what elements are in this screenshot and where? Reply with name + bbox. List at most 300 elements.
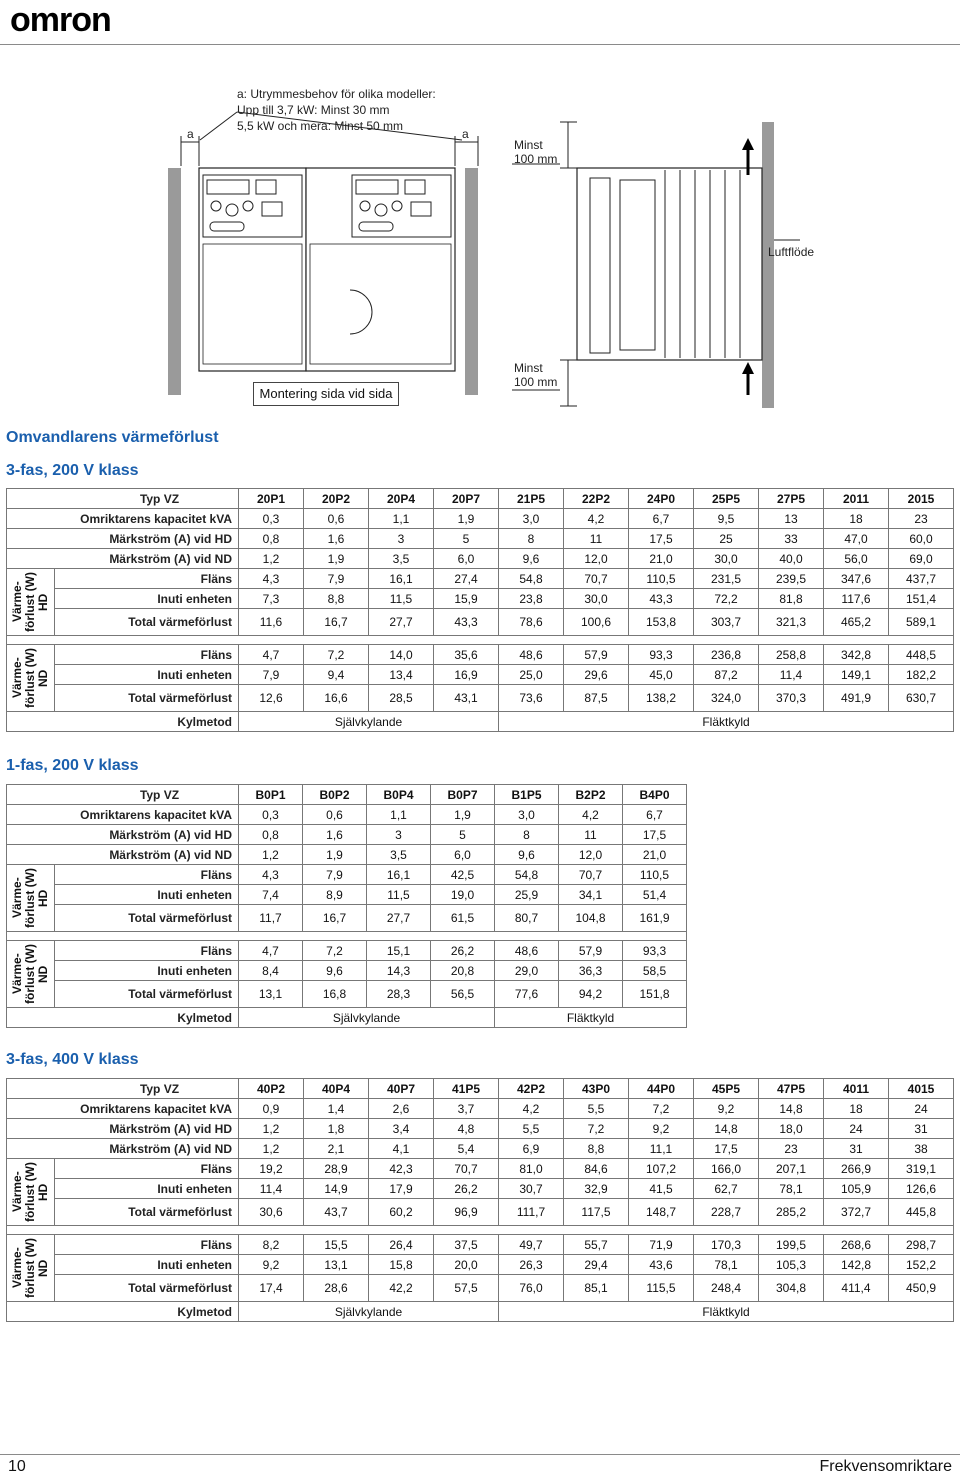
table-cell: 26,2 — [431, 941, 495, 961]
row-label: Märkström (A) vid ND — [7, 845, 239, 865]
table-header-row — [7, 785, 687, 805]
table-cell: 182,2 — [889, 665, 954, 685]
table-cell: 0,8 — [239, 825, 303, 845]
table-cell: 17,4 — [239, 1275, 304, 1302]
table-cell: 15,1 — [367, 941, 431, 961]
cooling-self: Självkylande — [239, 712, 499, 732]
table-cell: 28,5 — [369, 685, 434, 712]
vertical-label-line: förlust (W) — [23, 572, 37, 632]
cooling-self: Självkylande — [239, 1008, 495, 1028]
table-cell: 231,5 — [694, 569, 759, 589]
table-cell: 33 — [759, 529, 824, 549]
table-cell: 30,0 — [694, 549, 759, 569]
table-row — [7, 549, 954, 569]
table-cell: 445,8 — [889, 1199, 954, 1226]
table-cell: 96,9 — [434, 1199, 499, 1226]
row-label: Fläns — [55, 865, 239, 885]
table-cell: 1,6 — [303, 825, 367, 845]
table-cell: 7,9 — [303, 865, 367, 885]
table-cell: 7,2 — [304, 645, 369, 665]
table-cell: 1,2 — [239, 1119, 304, 1139]
table-cell: 14,0 — [369, 645, 434, 665]
hd-row — [7, 885, 687, 905]
row-label: Inuti enheten — [55, 665, 239, 685]
table-cell: 450,9 — [889, 1275, 954, 1302]
table-cell: 27,7 — [367, 905, 431, 932]
table-cell: 104,8 — [559, 905, 623, 932]
spacer-row — [7, 636, 954, 645]
table-cell: 93,3 — [629, 645, 694, 665]
table-cell: 19,2 — [239, 1159, 304, 1179]
table-cell: 465,2 — [824, 609, 889, 636]
table-cell: 17,9 — [369, 1179, 434, 1199]
model-header: 20P1 — [239, 489, 304, 509]
table-cell: 236,8 — [694, 645, 759, 665]
table-cell: 11,4 — [759, 665, 824, 685]
table-cell: 285,2 — [759, 1199, 824, 1226]
model-header: 2011 — [824, 489, 889, 509]
dimension-a-label: a — [462, 127, 469, 141]
table-cell: 94,2 — [559, 981, 623, 1008]
table-cell: 117,5 — [564, 1199, 629, 1226]
table-cell: 0,3 — [239, 805, 303, 825]
row-label: Märkström (A) vid HD — [7, 1119, 239, 1139]
row-label: Fläns — [55, 645, 239, 665]
table-cell: 2,1 — [304, 1139, 369, 1159]
table-cell: 13,1 — [239, 981, 303, 1008]
table-cell: 266,9 — [824, 1159, 889, 1179]
table-cell: 23 — [759, 1139, 824, 1159]
table-cell: 42,5 — [431, 865, 495, 885]
hd-row — [7, 1199, 954, 1226]
table-cell: 8 — [499, 529, 564, 549]
table-cell: 8,4 — [239, 961, 303, 981]
table-cell: 7,9 — [304, 569, 369, 589]
logo-text: omron — [10, 1, 111, 39]
table-cell: 81,0 — [499, 1159, 564, 1179]
table-cell: 11,6 — [239, 609, 304, 636]
table-cell: 5 — [431, 825, 495, 845]
table-cell: 14,8 — [759, 1099, 824, 1119]
nd-row — [7, 1255, 954, 1275]
table-cell: 372,7 — [824, 1199, 889, 1226]
table-cell: 248,4 — [694, 1275, 759, 1302]
table-cell: 6,7 — [629, 509, 694, 529]
model-header: 2015 — [889, 489, 954, 509]
table-cell: 9,6 — [495, 845, 559, 865]
table-cell: 60,0 — [889, 529, 954, 549]
table-cell: 298,7 — [889, 1235, 954, 1255]
table-cell: 16,7 — [303, 905, 367, 932]
nd-row — [7, 685, 954, 712]
model-header: 45P5 — [694, 1079, 759, 1099]
model-header: 42P2 — [499, 1079, 564, 1099]
row-label: Total värmeförlust — [55, 905, 239, 932]
row-label: Märkström (A) vid ND — [7, 1139, 239, 1159]
table-cell: 48,6 — [495, 941, 559, 961]
table-cell: 25,9 — [495, 885, 559, 905]
table-cell: 14,8 — [694, 1119, 759, 1139]
model-header: 41P5 — [434, 1079, 499, 1099]
row-label: Omriktarens kapacitet kVA — [7, 509, 239, 529]
table-cell: 40,0 — [759, 549, 824, 569]
table-cell: 48,6 — [499, 645, 564, 665]
table-cell: 4,8 — [434, 1119, 499, 1139]
omron-logo — [8, 0, 178, 40]
table-cell: 258,8 — [759, 645, 824, 665]
table-cell: 43,1 — [434, 685, 499, 712]
table-cell: 31 — [889, 1119, 954, 1139]
table-cell: 43,7 — [304, 1199, 369, 1226]
model-header: 27P5 — [759, 489, 824, 509]
cooling-row — [7, 1008, 687, 1028]
spacer-row — [7, 1226, 954, 1235]
table-cell: 13 — [759, 509, 824, 529]
table-cell: 100,6 — [564, 609, 629, 636]
table-cell: 17,5 — [629, 529, 694, 549]
hd-row — [7, 1179, 954, 1199]
hd-side-label — [7, 865, 55, 932]
table-cell: 0,8 — [239, 529, 304, 549]
table-cell: 30,6 — [239, 1199, 304, 1226]
table-cell: 110,5 — [623, 865, 687, 885]
table-cell: 21,0 — [629, 549, 694, 569]
table-cell: 57,9 — [559, 941, 623, 961]
vertical-label — [11, 1238, 50, 1298]
table-cell: 7,9 — [239, 665, 304, 685]
type-label: Typ VZ — [7, 489, 239, 509]
vertical-label-line: HD — [36, 889, 50, 907]
table-cell: 0,3 — [239, 509, 304, 529]
vertical-label-line: Värme- — [10, 1171, 24, 1213]
model-header: 43P0 — [564, 1079, 629, 1099]
table-cell: 78,6 — [499, 609, 564, 636]
cooling-self: Självkylande — [239, 1302, 499, 1322]
table-cell: 32,9 — [564, 1179, 629, 1199]
vertical-label-line: förlust (W) — [23, 944, 37, 1004]
table-cell: 4,3 — [239, 569, 304, 589]
row-label: Inuti enheten — [55, 885, 239, 905]
table-cell: 42,2 — [369, 1275, 434, 1302]
table-row — [7, 1099, 954, 1119]
spacer-row — [7, 932, 687, 941]
table-cell: 151,4 — [889, 589, 954, 609]
table-cell: 20,0 — [434, 1255, 499, 1275]
table-cell: 239,5 — [759, 569, 824, 589]
clearance-note — [237, 86, 436, 134]
table-cell: 36,3 — [559, 961, 623, 981]
cooling-row — [7, 712, 954, 732]
table-cell: 43,3 — [629, 589, 694, 609]
table-cell: 4,2 — [564, 509, 629, 529]
table-cell: 4,2 — [559, 805, 623, 825]
min-bottom-label — [514, 361, 557, 389]
table-cell: 1,9 — [431, 805, 495, 825]
row-label: Total värmeförlust — [55, 609, 239, 636]
row-label: Total värmeförlust — [55, 1275, 239, 1302]
model-header: 40P7 — [369, 1079, 434, 1099]
vertical-label-line: Värme- — [10, 581, 24, 623]
table-cell: 19,0 — [431, 885, 495, 905]
model-header: 47P5 — [759, 1079, 824, 1099]
mounting-figure — [0, 60, 960, 420]
row-label: Inuti enheten — [55, 1179, 239, 1199]
table-cell: 12,0 — [559, 845, 623, 865]
table-cell: 34,1 — [559, 885, 623, 905]
table-cell: 47,0 — [824, 529, 889, 549]
table-cell: 6,0 — [434, 549, 499, 569]
table-cell: 14,9 — [304, 1179, 369, 1199]
row-label: Märkström (A) vid HD — [7, 825, 239, 845]
table-cell: 55,7 — [564, 1235, 629, 1255]
table-cell: 2,6 — [369, 1099, 434, 1119]
table-cell: 54,8 — [499, 569, 564, 589]
table-cell: 12,6 — [239, 685, 304, 712]
table-cell: 73,6 — [499, 685, 564, 712]
table-cell: 630,7 — [889, 685, 954, 712]
table-cell: 199,5 — [759, 1235, 824, 1255]
vertical-label — [11, 944, 50, 1004]
nd-row — [7, 961, 687, 981]
table-cell: 3,5 — [367, 845, 431, 865]
table-cell: 62,7 — [694, 1179, 759, 1199]
table-cell: 13,4 — [369, 665, 434, 685]
table-cell: 0,6 — [304, 509, 369, 529]
table-cell: 29,4 — [564, 1255, 629, 1275]
table-cell: 26,2 — [434, 1179, 499, 1199]
table-cell: 1,2 — [239, 1139, 304, 1159]
table-cell: 148,7 — [629, 1199, 694, 1226]
table-cell: 30,0 — [564, 589, 629, 609]
table-cell: 45,0 — [629, 665, 694, 685]
table-cell: 370,3 — [759, 685, 824, 712]
min-top-line: Minst — [514, 138, 543, 152]
table-cell: 1,2 — [239, 845, 303, 865]
table-cell: 18 — [824, 1099, 889, 1119]
table-cell: 491,9 — [824, 685, 889, 712]
table-cell: 1,4 — [304, 1099, 369, 1119]
table-cell: 9,6 — [499, 549, 564, 569]
table-cell: 71,9 — [629, 1235, 694, 1255]
table-cell: 324,0 — [694, 685, 759, 712]
page-title: Omvandlarens värmeförlust — [6, 429, 219, 446]
table-cell: 4,2 — [499, 1099, 564, 1119]
spec-table — [6, 1078, 954, 1322]
table-cell: 11,5 — [369, 589, 434, 609]
mounting-caption: Montering sida vid sida — [253, 382, 399, 406]
table-cell: 20,8 — [431, 961, 495, 981]
table-cell: 161,9 — [623, 905, 687, 932]
table-cell: 342,8 — [824, 645, 889, 665]
table-cell: 24 — [824, 1119, 889, 1139]
table-cell: 57,5 — [434, 1275, 499, 1302]
table-cell: 28,9 — [304, 1159, 369, 1179]
table-cell: 15,5 — [304, 1235, 369, 1255]
spec-table — [6, 784, 687, 1028]
table-cell: 0,6 — [303, 805, 367, 825]
table-cell: 60,2 — [369, 1199, 434, 1226]
table-cell: 6,7 — [623, 805, 687, 825]
table-cell: 149,1 — [824, 665, 889, 685]
table-cell: 81,8 — [759, 589, 824, 609]
model-header: 4011 — [824, 1079, 889, 1099]
table-cell: 26,4 — [369, 1235, 434, 1255]
model-header: B0P4 — [367, 785, 431, 805]
hd-row — [7, 1159, 954, 1179]
table-cell: 56,0 — [824, 549, 889, 569]
table-cell: 69,0 — [889, 549, 954, 569]
header-rule — [0, 44, 960, 45]
min-bottom-line: Minst — [514, 361, 543, 375]
min-top-line: 100 mm — [514, 152, 558, 166]
table-cell: 21,0 — [623, 845, 687, 865]
table-cell: 1,9 — [304, 549, 369, 569]
cooling-fan: Fläktkyld — [499, 1302, 954, 1322]
row-label: Fläns — [55, 569, 239, 589]
page-number: 10 — [8, 1458, 26, 1475]
model-header: 20P2 — [304, 489, 369, 509]
table-cell: 11,1 — [629, 1139, 694, 1159]
table-cell: 16,7 — [304, 609, 369, 636]
table-cell: 14,3 — [367, 961, 431, 981]
table-cell: 153,8 — [629, 609, 694, 636]
section-title: 1-fas, 200 V klass — [6, 757, 139, 774]
model-header: 4015 — [889, 1079, 954, 1099]
table-cell: 3,4 — [369, 1119, 434, 1139]
vertical-label-line: förlust (W) — [23, 648, 37, 708]
table-cell: 31 — [824, 1139, 889, 1159]
table-cell: 304,8 — [759, 1275, 824, 1302]
table-cell: 1,1 — [367, 805, 431, 825]
table-header-row — [7, 1079, 954, 1099]
model-header: 20P4 — [369, 489, 434, 509]
table-cell: 1,1 — [369, 509, 434, 529]
nd-row — [7, 1235, 954, 1255]
table-cell: 319,1 — [889, 1159, 954, 1179]
table-cell: 170,3 — [694, 1235, 759, 1255]
row-label: Fläns — [55, 941, 239, 961]
table-cell: 8,8 — [564, 1139, 629, 1159]
table-cell: 1,9 — [303, 845, 367, 865]
dimension-a-label: a — [187, 127, 194, 141]
table-cell: 4,3 — [239, 865, 303, 885]
table-cell: 23 — [889, 509, 954, 529]
table-cell: 12,0 — [564, 549, 629, 569]
table-cell: 49,7 — [499, 1235, 564, 1255]
table-cell: 28,6 — [304, 1275, 369, 1302]
table-header-row — [7, 489, 954, 509]
table-cell: 437,7 — [889, 569, 954, 589]
table-cell: 4,1 — [369, 1139, 434, 1159]
table-cell: 56,5 — [431, 981, 495, 1008]
table-cell: 347,6 — [824, 569, 889, 589]
table-cell: 411,4 — [824, 1275, 889, 1302]
table-row — [7, 805, 687, 825]
vertical-label-line: Värme- — [10, 953, 24, 995]
table-cell: 16,6 — [304, 685, 369, 712]
table-row — [7, 529, 954, 549]
table-cell: 87,2 — [694, 665, 759, 685]
table-cell: 77,6 — [495, 981, 559, 1008]
table-cell: 115,5 — [629, 1275, 694, 1302]
model-header: 25P5 — [694, 489, 759, 509]
vertical-label-line: förlust (W) — [23, 1162, 37, 1222]
table-cell: 87,5 — [564, 685, 629, 712]
table-cell: 80,7 — [495, 905, 559, 932]
table-cell: 76,0 — [499, 1275, 564, 1302]
nd-row — [7, 665, 954, 685]
table-cell: 5,4 — [434, 1139, 499, 1159]
table-cell: 43,3 — [434, 609, 499, 636]
row-label: Inuti enheten — [55, 961, 239, 981]
table-cell: 6,9 — [499, 1139, 564, 1159]
cooling-fan: Fläktkyld — [495, 1008, 687, 1028]
model-header: 44P0 — [629, 1079, 694, 1099]
table-cell: 72,2 — [694, 589, 759, 609]
table-cell: 3,0 — [499, 509, 564, 529]
hd-side-label — [7, 1159, 55, 1226]
table-cell: 15,8 — [369, 1255, 434, 1275]
model-header: B0P2 — [303, 785, 367, 805]
section-title: 3-fas, 200 V klass — [6, 462, 139, 479]
note-line: Upp till 3,7 kW: Minst 30 mm — [237, 103, 390, 117]
min-top-label — [514, 138, 557, 166]
row-label: Märkström (A) vid ND — [7, 549, 239, 569]
table-cell: 42,3 — [369, 1159, 434, 1179]
table-cell: 1,6 — [304, 529, 369, 549]
vertical-label-line: ND — [36, 965, 50, 983]
table-cell: 7,2 — [303, 941, 367, 961]
table-cell: 18,0 — [759, 1119, 824, 1139]
table-cell: 24 — [889, 1099, 954, 1119]
table-cell: 51,4 — [623, 885, 687, 905]
table-cell: 105,3 — [759, 1255, 824, 1275]
table-cell: 27,4 — [434, 569, 499, 589]
table-cell: 26,3 — [499, 1255, 564, 1275]
table-cell: 29,6 — [564, 665, 629, 685]
table-cell: 70,7 — [564, 569, 629, 589]
table-cell: 448,5 — [889, 645, 954, 665]
vertical-label — [11, 1162, 50, 1222]
section-title: 3-fas, 400 V klass — [6, 1051, 139, 1068]
table-cell: 5,5 — [564, 1099, 629, 1119]
vertical-label-line: Värme- — [10, 877, 24, 919]
table-row — [7, 845, 687, 865]
table-cell: 4,7 — [239, 941, 303, 961]
row-label: Inuti enheten — [55, 1255, 239, 1275]
hd-row — [7, 865, 687, 885]
table-cell: 13,1 — [304, 1255, 369, 1275]
table-cell: 9,2 — [239, 1255, 304, 1275]
nd-side-label — [7, 941, 55, 1008]
table-cell: 85,1 — [564, 1275, 629, 1302]
table-cell: 126,6 — [889, 1179, 954, 1199]
table-row — [7, 509, 954, 529]
table-cell: 11 — [559, 825, 623, 845]
table-cell: 78,1 — [694, 1255, 759, 1275]
table-cell: 3,7 — [434, 1099, 499, 1119]
row-label: Kylmetod — [7, 1302, 239, 1322]
vertical-label-line: förlust (W) — [23, 868, 37, 928]
table-cell: 84,6 — [564, 1159, 629, 1179]
row-label: Kylmetod — [7, 712, 239, 732]
vertical-label — [11, 868, 50, 928]
row-label: Kylmetod — [7, 1008, 239, 1028]
table-cell: 58,5 — [623, 961, 687, 981]
cooling-fan: Fläktkyld — [499, 712, 954, 732]
table-cell: 3,0 — [495, 805, 559, 825]
vertical-label-line: ND — [36, 1259, 50, 1277]
